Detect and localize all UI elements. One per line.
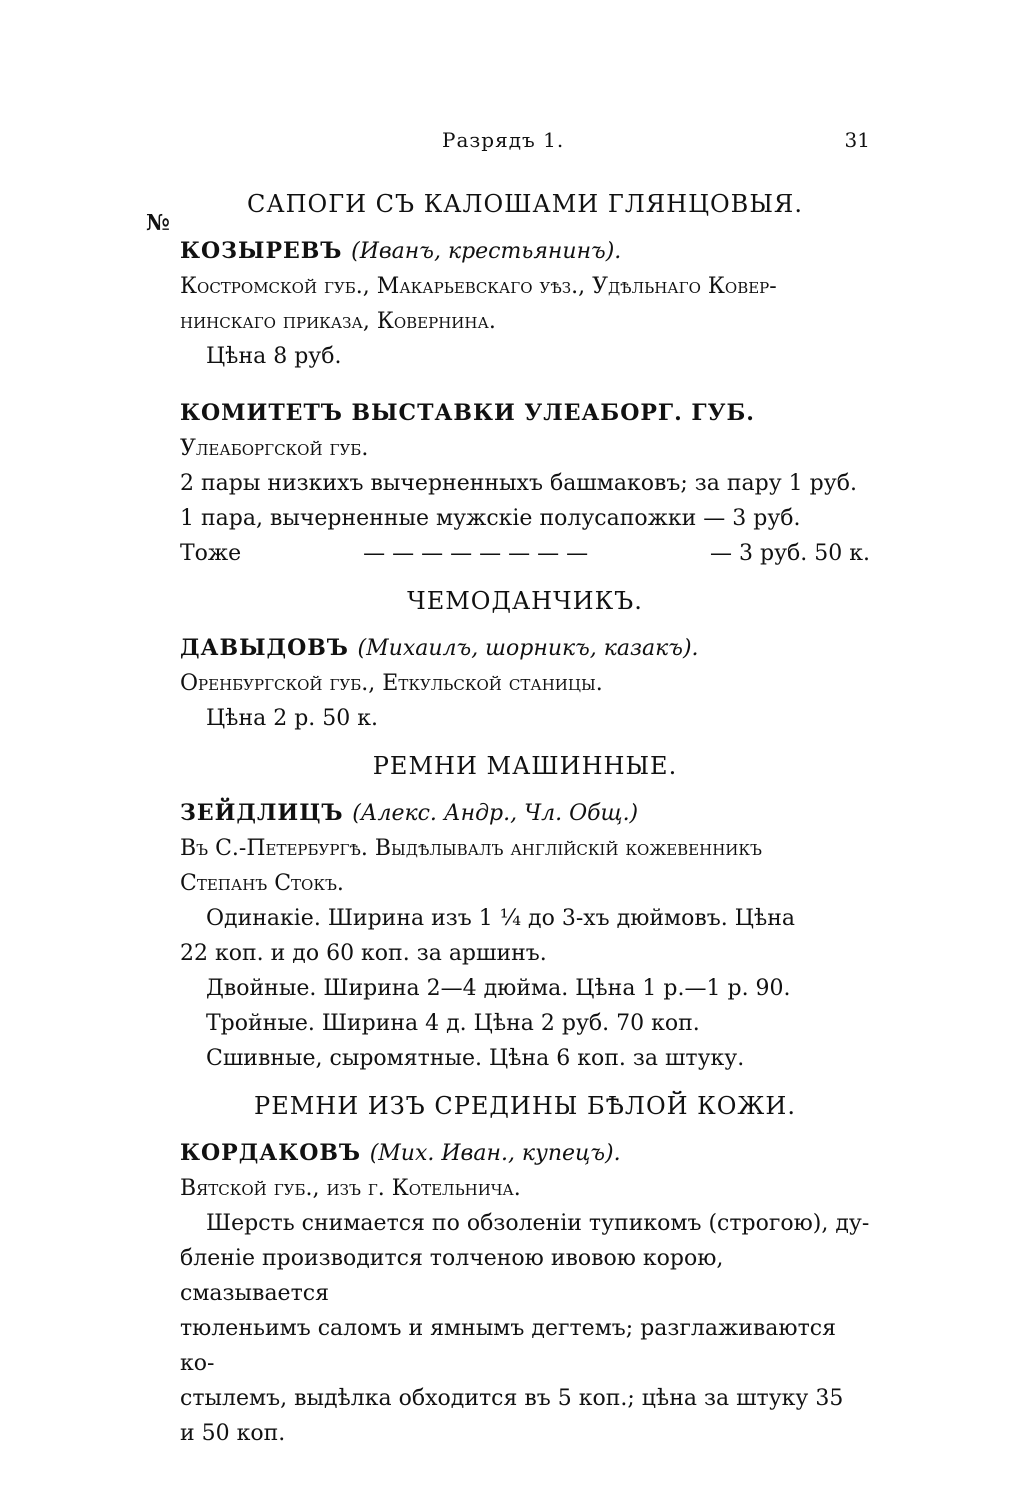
section-title: Разрядъ 1. xyxy=(442,128,565,152)
exhibitor-surname: КОМИТЕТЪ ВЫСТАВКИ УЛЕАБОРГ. ГУБ. xyxy=(180,400,755,426)
number-mark: № xyxy=(146,210,170,236)
page-content xyxy=(180,182,870,1451)
address-line: Степанъ Стокъ. xyxy=(180,871,344,896)
running-head xyxy=(180,128,870,158)
item-label: Тоже xyxy=(180,541,242,566)
description-line: Двойные. Ширина 2—4 дюйма. Цѣна 1 р.—1 р. 90. xyxy=(206,976,791,1001)
price-line: Цѣна 8 руб. xyxy=(206,344,342,369)
exhibitor-surname: ДАВЫДОВЪ xyxy=(180,635,349,661)
exhibitor-name xyxy=(180,796,870,831)
section-heading: РЕМНИ МАШИННЫЕ. xyxy=(372,752,678,780)
description-line: 22 коп. и до 60 коп. за аршинъ. xyxy=(180,941,547,966)
section-heading: ЧЕМОДАНЧИКЪ. xyxy=(407,587,643,615)
page-number: 31 xyxy=(844,128,870,152)
address-line: Въ С.-Петербургѣ. Выдѣлывалъ англійскій кожевенникъ xyxy=(180,836,762,861)
exhibitor-name xyxy=(180,1136,870,1171)
exhibitor-name xyxy=(180,234,870,269)
description-line: и 50 коп. xyxy=(180,1421,286,1446)
exhibitor-surname: ЗЕЙДЛИЦЪ xyxy=(180,800,344,826)
section-heading: РЕМНИ ИЗЪ СРЕДИНЫ БѢЛОЙ КОЖИ. xyxy=(254,1092,796,1120)
address-line: Костромской губ., Макарьевскаго уѣз., Удѣльнаго Ковер- xyxy=(180,274,777,299)
description-line: Шерсть снимается по обзоленіи тупикомъ (строгою), ду- xyxy=(206,1211,870,1236)
exhibitor-description: (Михаилъ, шорникъ, казакъ). xyxy=(357,636,699,661)
exhibitor-name xyxy=(180,396,870,431)
description-line: Сшивные, сыромятные. Цѣна 6 коп. за штуку. xyxy=(206,1046,745,1071)
address-line: нинскаго приказа, Ковернина. xyxy=(180,309,496,334)
description-line: Одинакіе. Ширина изъ 1 ¼ до 3-хъ дюймовъ. Цѣна xyxy=(206,906,795,931)
description-line: стылемъ, выдѣлка обходится въ 5 коп.; цѣна за штуку 35 xyxy=(180,1386,844,1411)
description-line: бленіе производится толченою ивовою корою, смазывается xyxy=(180,1246,724,1306)
address-line: Улеаборгской губ. xyxy=(180,436,369,461)
exhibitor-name xyxy=(180,631,870,666)
description-line: Тройные. Ширина 4 д. Цѣна 2 руб. 70 коп. xyxy=(206,1011,700,1036)
section-heading: САПОГИ СЪ КАЛОШАМИ ГЛЯНЦОВЫЯ. xyxy=(247,190,803,218)
item-line: 1 пара, вычерненные мужскіе полусапожки — 3 руб. xyxy=(180,506,801,531)
exhibitor-surname: КОРДАКОВЪ xyxy=(180,1140,362,1166)
price-line: Цѣна 2 р. 50 к. xyxy=(206,706,379,731)
leader-dashes: — — — — — — — — xyxy=(363,541,589,566)
exhibitor-description: (Иванъ, крестьянинъ). xyxy=(351,239,622,264)
address-line: Вятской губ., изъ г. Котельнича. xyxy=(180,1176,521,1201)
exhibitor-description: (Алекс. Андр., Чл. Общ.) xyxy=(352,801,639,826)
item-price: — 3 руб. 50 к. xyxy=(710,541,870,566)
item-line: 2 пары низкихъ вычерненныхъ башмаковъ; за пару 1 руб. xyxy=(180,471,857,496)
address-line: Оренбургской губ., Еткульской станицы. xyxy=(180,671,603,696)
exhibitor-surname: КОЗЫРЕВЪ xyxy=(180,238,343,264)
description-line: тюленьимъ саломъ и ямнымъ дегтемъ; разглаживаются ко- xyxy=(180,1316,836,1376)
exhibitor-description: (Мих. Иван., купецъ). xyxy=(369,1141,621,1166)
item-line xyxy=(180,536,870,571)
